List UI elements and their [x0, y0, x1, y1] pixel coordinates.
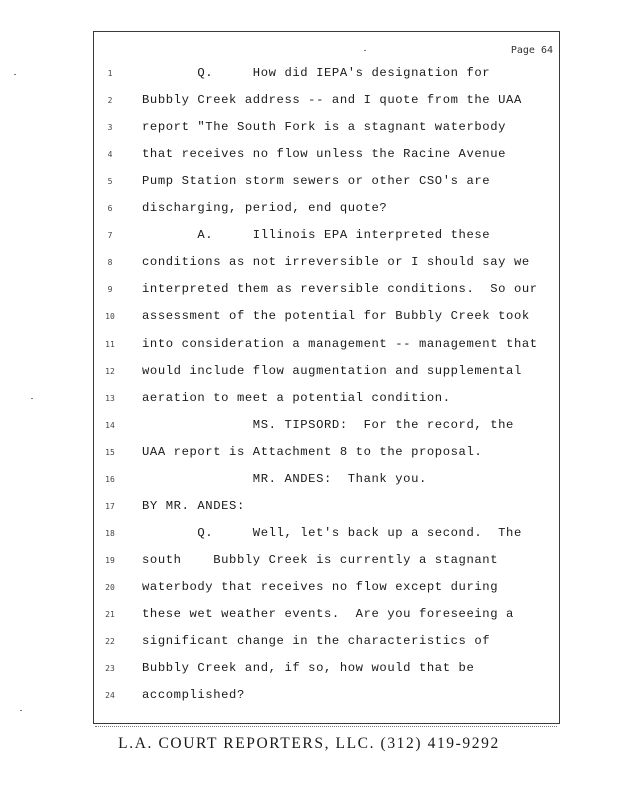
line-number: 12	[105, 366, 115, 376]
page-bottom-rule	[95, 726, 557, 727]
transcript-line: MS. TIPSORD: For the record, the	[142, 417, 514, 432]
transcript-line: interpreted them as reversible conditions. So our	[142, 282, 538, 297]
transcript-line: into consideration a management -- management that	[142, 336, 538, 351]
transcript-line: MR. ANDES: Thank you.	[142, 471, 427, 486]
line-number: 14	[105, 420, 115, 430]
line-number: 23	[105, 664, 115, 674]
line-number: 22	[105, 637, 115, 647]
line-number: 6	[107, 204, 113, 214]
transcript-line: report "The South Fork is a stagnant waterbody	[142, 120, 507, 135]
line-number: 3	[107, 123, 113, 133]
line-number: 20	[105, 582, 115, 592]
line-number: 21	[105, 610, 115, 619]
scan-speck	[20, 710, 22, 711]
line-number: 18	[105, 528, 115, 538]
line-number: 9	[107, 285, 113, 295]
transcript-line: Bubbly Creek address -- and I quote from the UAA	[142, 93, 522, 108]
transcript-line: waterbody that receives no flow except during	[142, 579, 499, 594]
transcript-line: accomplished?	[142, 688, 245, 703]
transcript-line: A. Illinois EPA interpreted these	[142, 228, 491, 243]
page-number-label: Page 64	[510, 45, 553, 56]
transcript-line: Bubbly Creek and, if so, how would that be	[142, 661, 475, 676]
line-number: 4	[107, 150, 113, 160]
line-number: 11	[105, 339, 115, 349]
line-number: 13	[105, 393, 115, 403]
line-number: 7	[107, 231, 113, 241]
line-number: 2	[107, 96, 113, 106]
transcript-line: assessment of the potential for Bubbly Creek took	[142, 309, 530, 324]
transcript-line: significant change in the characteristics of	[142, 634, 491, 649]
transcript-line: discharging, period, end quote?	[142, 201, 388, 216]
transcript-line: aeration to meet a potential condition.	[142, 390, 451, 405]
line-number: 8	[107, 258, 113, 268]
line-number: 19	[105, 555, 115, 565]
court-reporter-footer: L.A. COURT REPORTERS, LLC. (312) 419-9292	[118, 735, 500, 752]
transcript-line: Q. Well, let's back up a second. The	[142, 525, 522, 540]
transcript-line: UAA report is Attachment 8 to the proposal.	[142, 444, 483, 459]
line-number: 24	[105, 691, 115, 701]
transcript-line: Q. How did IEPA's designation for	[142, 66, 491, 80]
transcript-line: BY MR. ANDES:	[142, 498, 245, 513]
transcript-line: that receives no flow unless the Racine Avenue	[142, 147, 507, 162]
line-number: 10	[105, 312, 115, 322]
line-number: 1	[107, 69, 113, 78]
transcript-line: these wet weather events. Are you foreseeing a	[142, 607, 514, 621]
scan-speck	[14, 74, 16, 75]
line-number: 5	[107, 177, 113, 187]
line-number: 16	[105, 474, 115, 484]
line-number: 17	[105, 501, 115, 511]
scan-speck	[31, 398, 33, 399]
transcript-line: would include flow augmentation and supplemental	[142, 363, 522, 378]
transcript-line: south Bubbly Creek is currently a stagnant	[142, 552, 499, 567]
transcript-line: conditions as not irreversible or I should say we	[142, 255, 530, 270]
line-number: 15	[105, 447, 115, 457]
transcript-line: Pump Station storm sewers or other CSO's are	[142, 174, 491, 189]
scan-speck	[364, 50, 366, 51]
